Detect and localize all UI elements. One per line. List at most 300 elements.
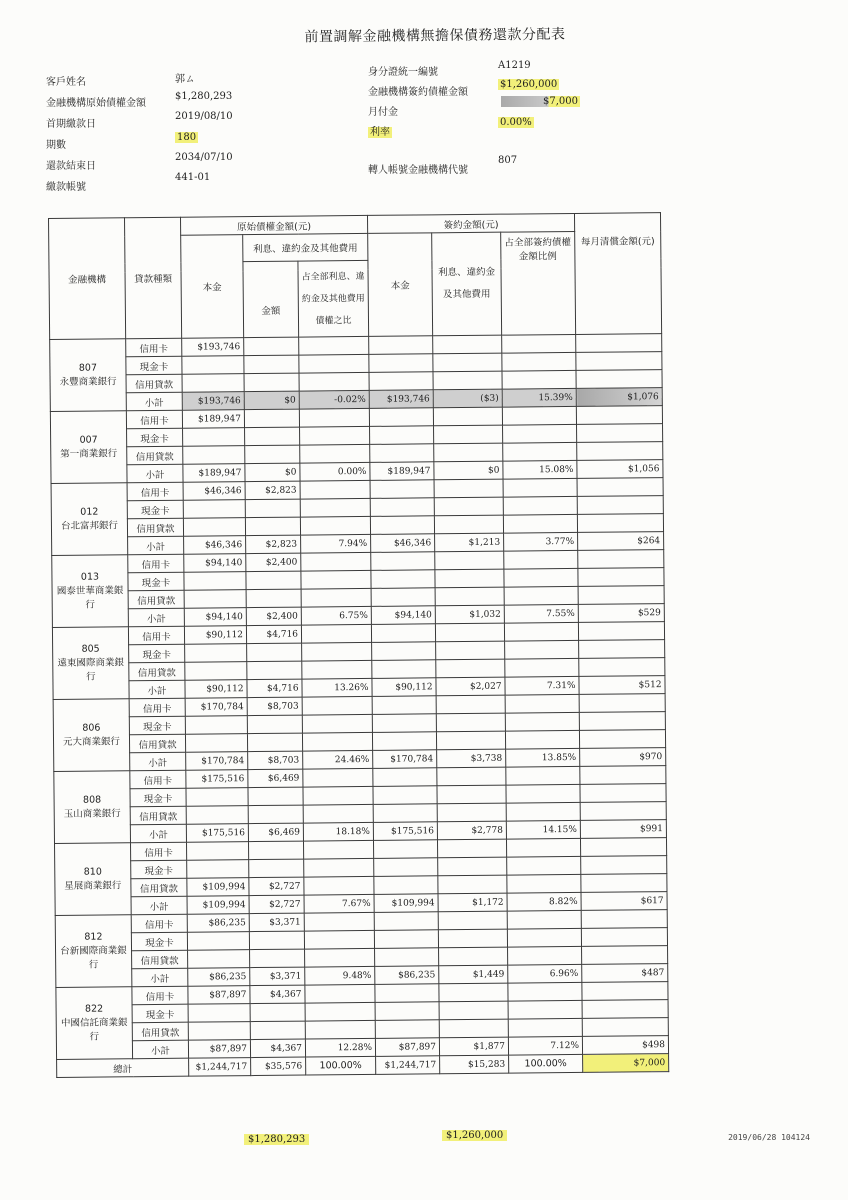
empty-cell [375, 948, 439, 967]
empty-cell [506, 838, 580, 857]
empty-cell [434, 497, 503, 516]
bank-code: 806 [82, 722, 101, 734]
contract-principal-subtotal: $109,994 [374, 894, 438, 913]
orig-ratio-cell [304, 912, 374, 931]
periods-label: 期數 [46, 140, 66, 151]
id-number-value: A1219 [498, 60, 531, 71]
empty-cell [505, 694, 579, 713]
header-orig-ratio: 占全部利息、違約金及其他費用債權之比 [298, 260, 369, 337]
empty-cell [433, 335, 502, 354]
orig-interest-subtotal: $4,367 [250, 1039, 305, 1058]
empty-cell [372, 660, 436, 679]
header-contract-interest: 利息、違約金及其他費用 [432, 232, 502, 336]
contract-ratio-subtotal: 8.82% [507, 892, 581, 911]
transfer-bank-code-label: 轉人帳號金融機構代號 [368, 165, 468, 176]
orig-ratio-subtotal: 7.67% [304, 894, 374, 913]
empty-cell [581, 928, 667, 947]
empty-cell [504, 586, 578, 605]
orig-ratio-subtotal: 18.18% [303, 822, 373, 841]
contract-interest-subtotal: $2,027 [436, 677, 505, 696]
contract-ratio-subtotal: 7.55% [504, 604, 578, 623]
bank-cell [54, 771, 131, 844]
empty-cell [371, 570, 435, 589]
loan-type-cell: 小計 [132, 968, 188, 987]
loan-type-cell: 信用貸款 [126, 374, 182, 393]
orig-interest-cell: $4,716 [246, 625, 301, 644]
empty-cell [373, 786, 437, 805]
orig-interest-cell [247, 643, 302, 662]
print-timestamp: 2019/06/28 104124 [728, 1133, 810, 1142]
orig-principal-cell [188, 950, 250, 969]
orig-principal-cell [183, 500, 245, 519]
total-label: 總計 [57, 1058, 189, 1077]
empty-cell [433, 353, 502, 372]
header-bank: 金融機構 [49, 218, 126, 340]
empty-cell [434, 479, 503, 498]
empty-cell [505, 640, 579, 659]
empty-cell [508, 982, 582, 1001]
interest-rate-label: 利率 [370, 127, 390, 138]
loan-type-cell: 信用貸款 [129, 662, 185, 681]
orig-principal-cell: $94,140 [184, 554, 246, 573]
orig-interest-cell [245, 499, 300, 518]
orig-principal-cell [188, 1022, 250, 1041]
empty-cell [582, 1018, 668, 1037]
orig-ratio-cell [303, 804, 373, 823]
monthly-subtotal: $1,056 [577, 460, 663, 479]
orig-ratio-subtotal: 24.46% [303, 750, 373, 769]
orig-ratio-cell [303, 768, 373, 787]
orig-interest-subtotal: $2,823 [246, 535, 301, 554]
empty-cell [505, 730, 579, 749]
contract-grand-total: $1,260,000 [442, 1130, 507, 1141]
empty-cell [434, 425, 503, 444]
interest-rate-value: 0.00% [500, 117, 532, 128]
page-title: 前置調解金融機構無擔保債務還款分配表 [304, 26, 566, 46]
orig-principal-cell: $87,897 [188, 986, 250, 1005]
bank-name: 第一商業銀行 [60, 447, 118, 460]
loan-type-cell: 信用卡 [128, 554, 184, 573]
orig-interest-cell [247, 733, 302, 752]
contract-interest-subtotal: $1,172 [438, 893, 507, 912]
orig-ratio-subtotal: 6.75% [301, 606, 371, 625]
orig-interest-cell [244, 373, 299, 392]
account-label: 繳款帳號 [46, 182, 86, 193]
orig-ratio-cell [305, 948, 375, 967]
empty-cell [577, 442, 663, 461]
orig-ratio-cell [303, 786, 373, 805]
bank-name: 遠東國際商業銀行 [57, 656, 125, 683]
original-claim-value: $1,280,293 [175, 91, 233, 102]
loan-type-cell: 信用卡 [129, 698, 185, 717]
orig-interest-subtotal: $8,703 [248, 751, 303, 770]
bank-code: 812 [84, 931, 103, 943]
monthly-subtotal: $529 [578, 604, 664, 623]
loan-type-cell: 小計 [130, 824, 186, 843]
empty-cell [503, 442, 577, 461]
orig-principal-subtotal: $189,947 [183, 464, 245, 483]
empty-cell [435, 623, 504, 642]
empty-cell [507, 856, 581, 875]
original-grand-total: $1,280,293 [244, 1134, 309, 1145]
empty-cell [576, 370, 662, 389]
monthly-subtotal: $617 [581, 892, 667, 911]
empty-cell [369, 372, 433, 391]
contract-principal-subtotal: $87,897 [375, 1038, 439, 1057]
bank-cell [55, 915, 132, 988]
transfer-bank-code-value: 807 [498, 155, 518, 166]
orig-principal-cell [185, 716, 247, 735]
loan-type-cell: 小計 [131, 896, 187, 915]
bank-cell [52, 627, 129, 700]
empty-cell [374, 876, 438, 895]
bank-code: 013 [80, 571, 100, 583]
loan-type-cell: 小計 [127, 464, 183, 483]
contract-principal-subtotal: $86,235 [375, 966, 439, 985]
empty-cell [373, 768, 437, 787]
orig-principal-cell [185, 734, 247, 753]
orig-interest-cell [248, 841, 303, 860]
orig-interest-cell [247, 715, 302, 734]
end-date-label: 還款結束日 [46, 161, 96, 172]
bank-cell [56, 987, 133, 1060]
empty-cell [437, 767, 506, 786]
orig-ratio-cell [300, 516, 370, 535]
orig-principal-cell [184, 590, 246, 609]
orig-principal-cell [186, 788, 248, 807]
empty-cell [374, 840, 438, 859]
empty-cell [578, 550, 664, 569]
empty-cell [436, 641, 505, 660]
contract-principal-subtotal: $189,947 [370, 462, 434, 481]
empty-cell [507, 910, 581, 929]
orig-principal-cell: $175,516 [186, 770, 248, 789]
orig-interest-cell [248, 805, 303, 824]
empty-cell [578, 586, 664, 605]
orig-ratio-cell [303, 840, 373, 859]
loan-type-cell: 信用卡 [130, 770, 186, 789]
contract-claim-label: 金融機構簽約債權金額 [368, 87, 468, 98]
header-contract-principal: 本金 [368, 233, 433, 337]
loan-type-cell: 信用貸款 [129, 734, 185, 753]
first-payment-value: 2019/08/10 [175, 111, 233, 122]
bank-name: 國泰世華商業銀行 [56, 584, 124, 611]
orig-ratio-cell [300, 480, 370, 499]
empty-cell [436, 731, 505, 750]
empty-cell [370, 426, 434, 445]
orig-principal-cell: $189,947 [182, 410, 244, 429]
orig-ratio-subtotal: 0.00% [300, 462, 370, 481]
empty-cell [507, 874, 581, 893]
orig-principal-subtotal: $175,516 [186, 824, 248, 843]
periods-value: 180 [177, 132, 197, 143]
empty-cell [579, 658, 665, 677]
empty-cell [502, 334, 576, 353]
loan-type-cell: 現金卡 [130, 788, 186, 807]
empty-cell [370, 480, 434, 499]
orig-principal-cell [182, 374, 244, 393]
orig-principal-cell: $170,784 [185, 698, 247, 717]
orig-principal-subtotal: $86,235 [188, 968, 250, 987]
orig-ratio-cell [302, 714, 372, 733]
orig-ratio-cell [300, 498, 370, 517]
empty-cell [503, 424, 577, 443]
contract-ratio-subtotal: 7.31% [505, 676, 579, 695]
monthly-subtotal: $512 [579, 676, 665, 695]
bank-cell [50, 339, 127, 412]
loan-type-cell: 信用卡 [126, 338, 182, 357]
contract-principal-subtotal: $170,784 [373, 750, 437, 769]
empty-cell [507, 928, 581, 947]
orig-principal-subtotal: $193,746 [182, 392, 244, 411]
monthly-payment-value: $7,000 [501, 96, 580, 107]
empty-cell [437, 785, 506, 804]
orig-ratio-cell [299, 354, 369, 373]
bank-code: 810 [83, 866, 102, 878]
orig-principal-cell [182, 356, 244, 375]
empty-cell [374, 912, 438, 931]
contract-claim-value: $1,260,000 [500, 79, 558, 90]
contract-interest-subtotal: $0 [434, 461, 503, 480]
total-monthly: $7,000 [583, 1054, 669, 1073]
orig-principal-cell [187, 860, 249, 879]
orig-interest-cell: $4,367 [250, 985, 305, 1004]
original-claim-label: 金融機構原始債權金額 [46, 98, 146, 109]
loan-type-cell: 現金卡 [128, 572, 184, 591]
loan-type-cell: 信用卡 [128, 626, 184, 645]
empty-cell [439, 947, 508, 966]
loan-type-cell: 小計 [129, 680, 185, 699]
empty-cell [436, 695, 505, 714]
empty-cell [373, 804, 437, 823]
header-interest-group: 利息、違約金及其他費用 [243, 233, 368, 261]
orig-ratio-cell [301, 588, 371, 607]
loan-type-cell: 信用卡 [126, 410, 182, 429]
header-loan-type: 貸款種類 [125, 217, 182, 339]
orig-ratio-subtotal: -0.02% [299, 390, 369, 409]
orig-interest-subtotal: $6,469 [248, 823, 303, 842]
loan-type-cell: 現金卡 [129, 644, 185, 663]
contract-ratio-subtotal: 3.77% [504, 532, 578, 551]
empty-cell [375, 984, 439, 1003]
loan-type-cell: 小計 [128, 608, 184, 627]
orig-interest-cell: $3,371 [249, 913, 304, 932]
empty-cell [580, 802, 666, 821]
empty-cell [435, 569, 504, 588]
empty-cell [433, 407, 502, 426]
orig-interest-cell [249, 931, 304, 950]
bank-code: 808 [82, 794, 102, 806]
contract-principal-subtotal: $94,140 [371, 606, 435, 625]
orig-interest-cell [250, 1021, 305, 1040]
bank-name: 星展商業銀行 [64, 879, 122, 892]
empty-cell [582, 1000, 668, 1019]
empty-cell [435, 551, 504, 570]
empty-cell [504, 550, 578, 569]
orig-ratio-cell [302, 642, 372, 661]
loan-type-cell: 信用貸款 [132, 950, 188, 969]
orig-principal-cell [184, 572, 246, 591]
bank-cell [51, 483, 128, 556]
empty-cell [577, 514, 663, 533]
empty-cell [439, 983, 508, 1002]
loan-type-cell: 信用貸款 [127, 446, 183, 465]
orig-interest-subtotal: $2,400 [246, 607, 301, 626]
loan-type-cell: 信用貸款 [128, 590, 184, 609]
orig-principal-cell [186, 806, 248, 825]
empty-cell [372, 732, 436, 751]
allocation-table-wrapper [48, 212, 669, 1154]
orig-interest-subtotal: $3,371 [250, 967, 305, 986]
orig-ratio-cell [300, 444, 370, 463]
bank-name: 玉山商業銀行 [63, 807, 121, 820]
orig-ratio-cell [301, 552, 371, 571]
empty-cell [576, 334, 662, 353]
contract-principal-subtotal: $175,516 [373, 822, 437, 841]
empty-cell [580, 784, 666, 803]
customer-name-label: 客戶姓名 [46, 77, 86, 88]
header-monthly: 每月清償金額(元) [574, 213, 661, 335]
bank-cell [50, 411, 127, 484]
orig-principal-cell [185, 662, 247, 681]
loan-type-cell: 小計 [128, 536, 184, 555]
loan-type-cell: 信用卡 [127, 482, 183, 501]
monthly-subtotal: $487 [582, 964, 668, 983]
empty-cell [370, 444, 434, 463]
orig-principal-subtotal: $109,994 [187, 896, 249, 915]
empty-cell [369, 354, 433, 373]
orig-interest-subtotal: $2,727 [249, 895, 304, 914]
orig-interest-subtotal: $4,716 [247, 679, 302, 698]
empty-cell [506, 784, 580, 803]
orig-ratio-cell [304, 858, 374, 877]
orig-principal-subtotal: $170,784 [186, 752, 248, 771]
empty-cell [369, 408, 433, 427]
contract-principal-subtotal: $46,346 [371, 534, 435, 553]
contract-ratio-subtotal: 15.08% [503, 460, 577, 479]
empty-cell [372, 714, 436, 733]
empty-cell [577, 496, 663, 515]
bank-name: 台新國際商業銀行 [60, 944, 127, 971]
orig-ratio-subtotal: 9.48% [305, 966, 375, 985]
bank-cell [55, 843, 132, 916]
loan-type-cell: 現金卡 [127, 428, 183, 447]
orig-ratio-subtotal: 7.94% [301, 534, 371, 553]
orig-ratio-cell [304, 930, 374, 949]
table-body [50, 334, 669, 1078]
empty-cell [506, 802, 580, 821]
loan-type-cell: 信用卡 [131, 914, 187, 933]
header-contract-ratio: 占全部簽約債權金額比例 [501, 231, 576, 335]
empty-cell [576, 406, 662, 425]
orig-interest-cell [250, 1003, 305, 1022]
empty-cell [502, 370, 576, 389]
loan-type-cell: 小計 [132, 1040, 188, 1059]
empty-cell [371, 588, 435, 607]
account-value: 441-01 [175, 172, 211, 183]
loan-type-cell: 小計 [126, 392, 182, 411]
contract-principal-subtotal: $193,746 [369, 390, 433, 409]
empty-cell [436, 659, 505, 678]
monthly-subtotal: $498 [582, 1036, 668, 1055]
bank-code: 007 [79, 434, 98, 446]
end-date-value: 2034/07/10 [175, 152, 233, 163]
empty-cell [581, 856, 667, 875]
empty-cell [374, 858, 438, 877]
orig-principal-cell: $86,235 [187, 914, 249, 933]
header-contract: 簽約金額(元) [368, 213, 575, 233]
empty-cell [504, 622, 578, 641]
empty-cell [435, 587, 504, 606]
contract-interest-subtotal: $3,738 [437, 749, 506, 768]
empty-cell [579, 730, 665, 749]
contract-ratio-subtotal: 7.12% [508, 1036, 582, 1055]
total-contract-principal: $1,244,717 [376, 1056, 440, 1075]
empty-cell [372, 642, 436, 661]
loan-type-cell: 現金卡 [129, 716, 185, 735]
orig-ratio-cell [302, 732, 372, 751]
empty-cell [370, 498, 434, 517]
empty-cell [436, 713, 505, 732]
empty-cell [508, 1000, 582, 1019]
empty-cell [439, 1019, 508, 1038]
bank-name: 元大商業銀行 [62, 735, 121, 748]
orig-interest-cell: $2,823 [245, 481, 300, 500]
orig-interest-cell [248, 787, 303, 806]
empty-cell [580, 838, 666, 857]
empty-cell [577, 424, 663, 443]
orig-ratio-cell [299, 408, 369, 427]
orig-ratio-subtotal: 13.26% [302, 678, 372, 697]
empty-cell [503, 496, 577, 515]
contract-ratio-subtotal: 6.96% [508, 964, 582, 983]
empty-cell [374, 930, 438, 949]
orig-interest-cell [246, 589, 301, 608]
orig-interest-cell [244, 355, 299, 374]
empty-cell [582, 982, 668, 1001]
total-orig-ratio: 100.00% [306, 1056, 376, 1075]
empty-cell [438, 929, 507, 948]
orig-principal-cell [183, 446, 245, 465]
orig-principal-cell [186, 842, 248, 861]
total-orig-interest: $35,576 [251, 1057, 306, 1076]
orig-ratio-cell [299, 372, 369, 391]
orig-interest-cell [246, 571, 301, 590]
empty-cell [505, 658, 579, 677]
orig-interest-cell: $8,703 [247, 697, 302, 716]
monthly-subtotal: $970 [580, 748, 666, 767]
total-contract-ratio: 100.00% [509, 1054, 583, 1073]
empty-cell [506, 766, 580, 785]
empty-cell [375, 1002, 439, 1021]
loan-type-cell: 現金卡 [132, 1004, 188, 1023]
loan-type-cell: 現金卡 [126, 356, 182, 375]
bank-name: 永豐商業銀行 [59, 375, 117, 388]
empty-cell [579, 640, 665, 659]
bank-code: 012 [80, 506, 99, 518]
orig-interest-cell [245, 517, 300, 536]
monthly-payment-label: 月付金 [368, 107, 398, 118]
orig-principal-subtotal: $87,897 [188, 1040, 250, 1059]
orig-principal-cell: $46,346 [183, 482, 245, 501]
contract-interest-subtotal: $1,877 [439, 1037, 508, 1056]
first-payment-label: 首期繳款日 [46, 119, 96, 130]
empty-cell [371, 552, 435, 571]
bank-code: 805 [81, 643, 100, 655]
empty-cell [579, 712, 665, 731]
empty-cell [505, 712, 579, 731]
orig-principal-cell: $90,112 [184, 626, 246, 645]
